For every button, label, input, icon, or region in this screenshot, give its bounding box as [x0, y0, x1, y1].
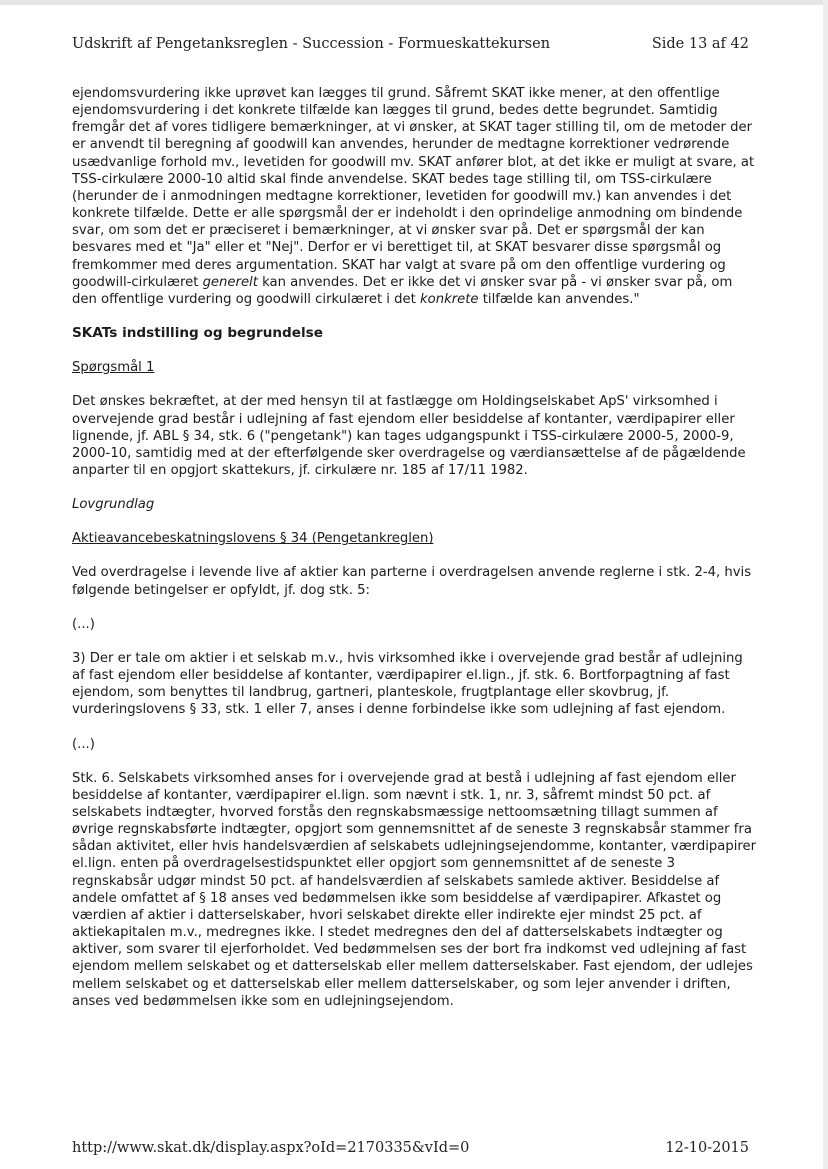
paragraph-quote-continuation: [72, 85, 758, 308]
question-heading: Spørgsmål 1: [72, 360, 155, 376]
header-title: Udskrift af Pengetanksreglen - Succession - Formueskattekursen: [72, 36, 551, 52]
header-page-number: Side 13 af 42: [651, 36, 749, 52]
ellipsis-1: (...): [72, 616, 95, 632]
quote-text-part3: tilfælde kan anvendes.": [478, 291, 640, 307]
quote-text-part1: ejendomsvurdering ikke uprøvet kan lægges til grund. Såfremt SKAT ikke mener, at den offentlige ejendomsvurdering i det konkrete tilfælde kan lægges til grund, bedes dette begrundet. Samtidig fremgår det af vores tidligere bemærkninger, at vi ønsker, at SKAT tager stilling til, om de metoder der er anvendt til beregning af goodwill kan anvendes, herunder de medtagne korrektioner vedrørende usædvanlige forhold mv., levetiden for goodwill mv. SKAT anfører blot, at det ikke er muligt at svare, at TSS-cirkulære 2000-10 altid skal finde anvendelse. SKAT bedes tage stilling til, om TSS-cirkulære (herunder de i anmodningen medtagne korrektioner, levetiden for goodwill mv.) kan anvendes i det konkrete tilfælde. Dette er alle spørgsmål der er indeholdt i den oprindelige anmodning om bindende svar, om som det er præciseret i bemærkninger, at vi ønsker svar på. Det er spørgsmål der kan besvares med et "Ja" eller et "Nej". Derfor er vi berettiget til, at SKAT besvarer disse spørgsmål og fremkommer med deres argumentation. SKAT har valgt at svare på om den offentlige vurdering og goodwill-cirkulæret: [72, 86, 755, 290]
quote-emphasis-general: generelt: [202, 274, 258, 290]
footer-date: 12-10-2015: [665, 1140, 749, 1156]
document-body: [72, 85, 758, 1010]
legal-basis-label: Lovgrundlag: [72, 497, 155, 513]
footer-url: http://www.skat.dk/display.aspx?oId=2170335&vId=0: [72, 1140, 470, 1156]
paragraph-condition-3: 3) Der er tale om aktier i et selskab m.v., hvis virksomhed ikke i overvejende grad består af udlejning af fast ejendom eller besiddelse af kontanter, værdipapirer el.lign., jf. stk. 6. Bortforpagtning af fast ejendom, som benyttes til landbrug, gartneri, planteskole, frugtplantage eller skovbrug, jf. vurderingslovens § 33, stk. 1 eller 7, anses i denne forbindelse ikke som udlejning af fast ejendom.: [72, 650, 743, 718]
scan-edge-top: [0, 0, 828, 5]
scan-edge-right: [823, 0, 828, 1169]
section-heading: SKATs indstilling og begrundelse: [72, 325, 323, 342]
paragraph-question-text: Det ønskes bekræftet, at der med hensyn til at fastlægge om Holdingselskabet ApS' virksomhed i overvejende grad består i udlejning af fast ejendom eller besiddelse af kontanter, værdipapirer eller lignende, jf. ABL § 34, stk. 6 ("pengetank") kan tages udgangspunkt i TSS-cirkulære 2000-5, 2000-9, 2000-10, samtidig med at der efterfølgende sker overdragelse og værdiansættelse af de pågældende anparter til en opgjort skattekurs, jf. cirkulære nr. 185 af 17/11 1982.: [72, 394, 746, 478]
law-heading: Aktieavancebeskatningslovens § 34 (Pengetankreglen): [72, 531, 434, 547]
paragraph-law-intro: Ved overdragelse i levende live af aktier kan parterne i overdragelsen anvende reglerne i stk. 2-4, hvis følgende betingelser er opfyldt, jf. dog stk. 5:: [72, 565, 752, 598]
ellipsis-2: (...): [72, 736, 95, 752]
quote-text-part2: kan anvendes. Det er ikke det vi ønsker svar på - vi ønsker svar på, om den offentlige vurdering og goodwill cirkulæret i det: [72, 274, 733, 307]
paragraph-stk-6: Stk. 6. Selskabets virksomhed anses for i overvejende grad at bestå i udlejning af fast ejendom eller besiddelse af kontanter, værdipapirer el.lign. som nævnt i stk. 1, nr. 3, såfremt mindst 50 pct. af selskabets indtægter, hvorved forstås den regnskabsmæssige nettoomsætning tillagt summen af øvrige regnskabsførte indtægter, opgjort som gennemsnittet af de seneste 3 regnskabsår stammer fra sådan aktivitet, eller hvis handelsværdien af selskabets udlejningsejendomme, kontanter, værdipapirer el.lign. enten på overdragelsestidspunktet eller opgjort som gennemsnittet af de seneste 3 regnskabsår udgør mindst 50 pct. af handelsværdien af selskabets samlede aktiver. Besiddelse af andele omfattet af § 18 anses ved bedømmelsen ikke som besiddelse af værdipapirer. Afkastet og værdien af aktier i datterselskaber, hvori selskabet direkte eller indirekte ejer mindst 25 pct. af aktiekapitalen m.v., medregnes ikke. I stedet medregnes den del af datterselskabets indtægter og aktiver, som svarer til ejerforholdet. Ved bedømmelsen ses der bort fra indkomst ved udlejning af fast ejendom mellem selskabet og et datterselskab eller mellem datterselskaber. Fast ejendom, der udlejes mellem selskabet og et datterselskab eller mellem datterselskaber, og som lejer anvender i driften, anses ved bedømmelsen ikke som en udlejningsejendom.: [72, 770, 757, 1009]
quote-emphasis-concrete: konkrete: [420, 291, 479, 307]
